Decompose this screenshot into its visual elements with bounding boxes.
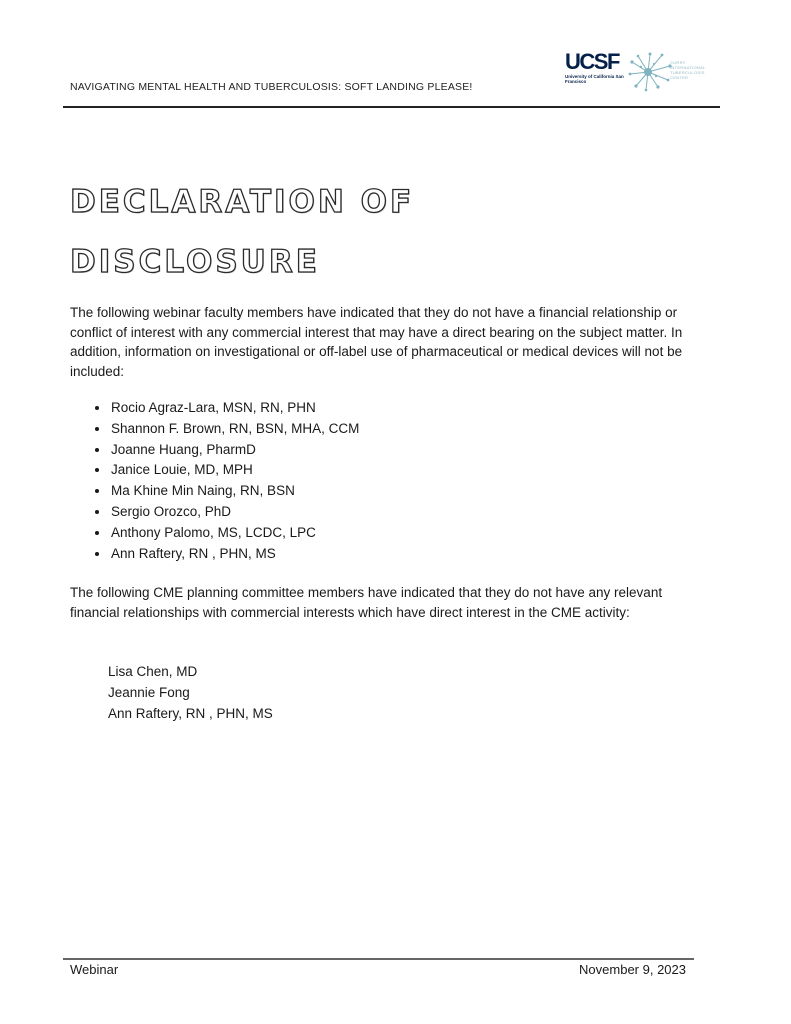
list-item: • Janice Louie, MD, MPH <box>110 460 359 481</box>
page-header <box>63 44 720 108</box>
list-item: • Ma Khine Min Naing, RN, BSN <box>110 481 359 502</box>
list-item: • Sergio Orozco, PhD <box>110 502 359 523</box>
title-line-2: DISCLOSURE <box>70 244 320 280</box>
ucsf-logo-subtitle: University of California San Francisco <box>565 74 624 84</box>
list-item: Lisa Chen, MD <box>108 664 198 679</box>
curry-logo-text: CURRY INTERNATIONAL TUBERCULOSIS CENTER <box>670 60 706 80</box>
document-title <box>70 172 414 292</box>
footer-date: November 9, 2023 <box>579 962 686 977</box>
curry-center-logo <box>628 52 720 92</box>
title-line-1: DECLARATION OF <box>70 184 415 220</box>
faculty-disclosure-paragraph: The following webinar faculty members have indicated that they do not have a financial relationship or conflict of interest with any commercial interest that may have a direct bearing on the subject matter. In addition, information on investigational or off-label use of pharmaceutical or medical devices will not be included: <box>70 305 683 379</box>
ucsf-wordmark: UCSF <box>565 49 619 74</box>
list-item: • Joanne Huang, PharmD <box>110 440 359 461</box>
list-item: • Shannon F. Brown, RN, BSN, MHA, CCM <box>110 419 359 440</box>
list-item: • Ann Raftery, RN , PHN, MS <box>110 544 359 565</box>
header-title: NAVIGATING MENTAL HEALTH AND TUBERCULOSIS: SOFT LANDING PLEASE! <box>70 81 473 93</box>
list-item: Ann Raftery, RN , PHN, MS <box>108 705 273 721</box>
cme-disclosure-paragraph: The following CME planning committee members have indicated that they do not have any relevant financial relationships with commercial interests which have direct interest in the CME activity: <box>70 585 663 620</box>
footer-divider <box>63 958 694 960</box>
faculty-list <box>93 398 359 564</box>
curry-burst-icon <box>628 52 672 92</box>
list-item: • Rocio Agraz-Lara, MSN, RN, PHN <box>110 398 359 419</box>
ucsf-logo <box>565 50 627 94</box>
list-item: Jeannie Fong <box>108 684 190 700</box>
footer-event-type: Webinar <box>70 962 119 977</box>
committee-list <box>108 662 273 724</box>
list-item: • Anthony Palomo, MS, LCDC, LPC <box>110 523 359 544</box>
